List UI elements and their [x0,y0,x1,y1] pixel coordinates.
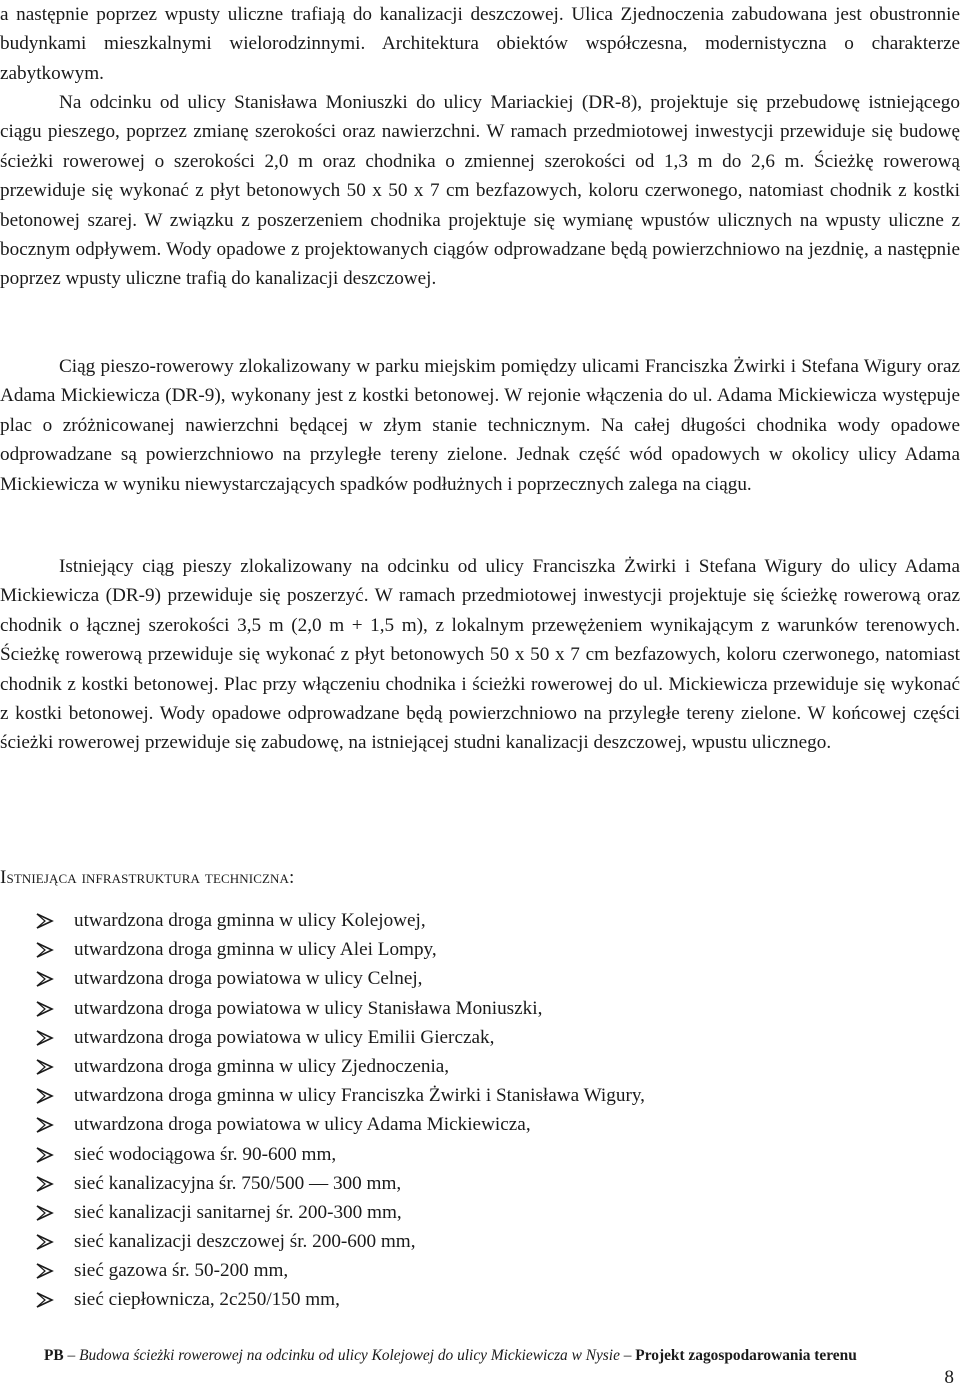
infrastructure-list [0,906,645,1315]
arrow-bullet-icon [36,942,54,958]
arrow-bullet-icon [36,1147,54,1163]
footer-separator: – [619,1347,636,1364]
page-footer [44,1346,857,1366]
list-item-text: utwardzona droga gminna w ulicy Alei Lompy, [74,939,437,961]
list-item-text: utwardzona droga powiatowa w ulicy Celnej, [74,968,423,990]
list-item-text: utwardzona droga gminna w ulicy Franciszka Żwirki i Stanisława Wigury, [74,1085,645,1107]
list-item [0,1169,645,1198]
arrow-bullet-icon [36,1117,54,1133]
list-item-text: sieć ciepłownicza, 2c250/150 mm, [74,1289,340,1311]
arrow-bullet-icon [36,1234,54,1250]
paragraph-park-path: Ciąg pieszo-rowerowy zlokalizowany w parku miejskim pomiędzy ulicami Franciszka Żwirki i Stefana Wigury oraz Adama Mickiewicza (DR-9), wykonany jest z kostki betonowej. W rejonie włączenia do ul. Adama Mickiewicza występuje plac o zróżnicowanej nawierzchni będącej w złym stanie technicznym. Na całej długości chodnika wody opadowe odprowadzane są powierzchniowo na przyległe tereny zielone. Jednak część wód opadowych w okolicy ulicy Adama Mickiewicza w wyniku niewystarczających spadków podłużnych i poprzecznych zalega na ciągu. [0,356,960,495]
list-item [0,964,645,993]
list-item [0,1052,645,1081]
paragraph-continuation: a następnie poprzez wpusty uliczne trafiają do kanalizacji deszczowej. Ulica Zjednoczenia zabudowana jest obustronnie budynkami mieszkalnymi wielorodzinnymi. Architektura obiektów współczesna, modernistyczna o charakterze zabytkowym. [0,4,960,84]
list-item [0,994,645,1023]
arrow-bullet-icon [36,1205,54,1221]
list-item-text: utwardzona droga powiatowa w ulicy Emilii Gierczak, [74,1026,495,1048]
arrow-bullet-icon [36,1088,54,1104]
footer-separator: – [63,1347,80,1364]
list-item [0,1285,645,1314]
arrow-bullet-icon [36,1059,54,1075]
footer-doc-type: Projekt zagospodarowania terenu [635,1347,857,1364]
arrow-bullet-icon [36,1001,54,1017]
list-item [0,1256,645,1285]
list-item-text: sieć wodociągowa śr. 90-600 mm, [74,1143,337,1165]
arrow-bullet-icon [36,1030,54,1046]
list-item [0,1023,645,1052]
paragraph-existing-path: Istniejący ciąg pieszy zlokalizowany na odcinku od ulicy Franciszka Żwirki i Stefana Wigury do ulicy Adama Mickiewicza (DR-9) przewiduje się poszerzyć. W ramach przedmiotowej inwestycji projektuje się ścieżkę rowerową oraz chodnik o łącznej szerokości 3,5 m (2,0 m + 1,5 m), z lokalnym przewężeniem wynikającym z warunków terenowych. Ścieżkę rowerową przewiduje się wykonać z płyt betonowych 50 x 50 x 7 cm bezfazowych, koloru czerwonego, natomiast chodnik z kostki betonowej. Plac przy włączeniu chodnika i ścieżki rowerowej do ul. Mickiewicza przewiduje się wykonać z kostki betonowej. Wody opadowe odprowadzane będą powierzchniowo na przyległe tereny zielone. W końcowej części ścieżki rowerowej przewiduje się zabudowę, na istniejącej studni kanalizacji deszczowej, wpustu ulicznego. [0,556,960,754]
list-item [0,935,645,964]
arrow-bullet-icon [36,1176,54,1192]
list-item-text: utwardzona droga gminna w ulicy Kolejowej, [74,910,426,931]
arrow-bullet-icon [36,1263,54,1279]
list-item [0,1227,645,1256]
list-item [0,1110,645,1139]
list-item [0,906,645,935]
list-item-text: utwardzona droga powiatowa w ulicy Adama Mickiewicza, [74,1114,531,1136]
footer-abbr: PB [44,1347,64,1364]
arrow-bullet-icon [36,971,54,987]
list-item-text: sieć kanalizacji deszczowej śr. 200-600 mm, [74,1231,416,1253]
footer-project-title: Budowa ścieżki rowerowej na odcinku od ulicy Kolejowej do ulicy Mickiewicza w Nysie [79,1347,620,1364]
paragraph-moniuszki-section: Na odcinku od ulicy Stanisława Moniuszki do ulicy Mariackiej (DR-8), projektuje się przebudowę istniejącego ciągu pieszego, poprzez zmianę szerokości oraz nawierzchni. W ramach przedmiotowej inwestycji przewiduje się budowę ścieżki rowerowej o szerokości 2,0 m oraz chodnika o zmiennej szerokości od 1,3 m do 2,6 m. Ścieżkę rowerową przewiduje się wykonać z płyt betonowych 50 x 50 x 7 cm bezfazowych, koloru czerwonego, natomiast chodnik z kostki betonowej szarej. W związku z poszerzeniem chodnika projektuje się wymianę wpustów ulicznych na wpusty uliczne z bocznym odpływem. Wody opadowe z projektowanych ciągów odprowadzane będą powierzchniowo na jezdnię, a następnie poprzez wpusty uliczne trafią do kanalizacji deszczowej. [0,92,960,290]
list-item [0,1140,645,1169]
list-item-text: utwardzona droga powiatowa w ulicy Stanisława Moniuszki, [74,997,543,1019]
list-item [0,1081,645,1110]
list-item-text: sieć kanalizacji sanitarnej śr. 200-300 mm, [74,1201,402,1223]
page-number: 8 [944,1367,954,1388]
arrow-bullet-icon [36,1292,54,1308]
section-heading: Istniejąca infrastruktura techniczna: [0,867,295,888]
list-item [0,1198,645,1227]
list-item-text: sieć gazowa śr. 50-200 mm, [74,1260,289,1282]
arrow-bullet-icon [36,913,54,929]
list-item-text: sieć kanalizacyjna śr. 750/500 — 300 mm, [74,1172,402,1194]
list-item-text: utwardzona droga gminna w ulicy Zjednoczenia, [74,1055,450,1077]
